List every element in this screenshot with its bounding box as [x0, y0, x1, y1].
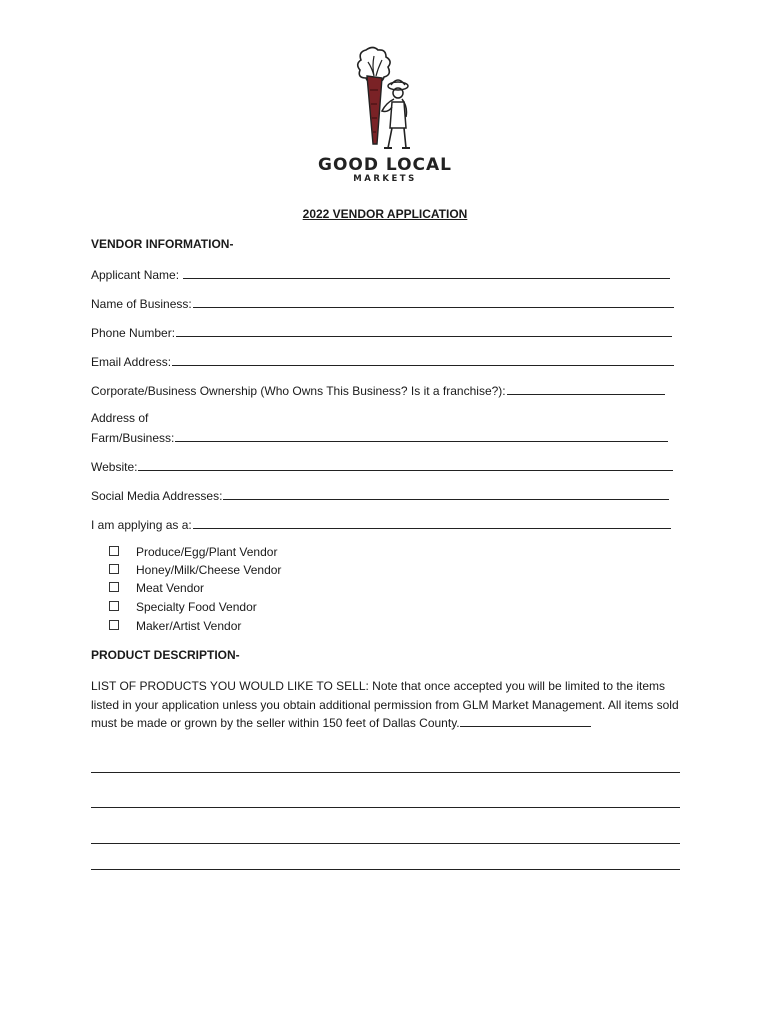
field-label: Phone Number: — [91, 326, 176, 340]
vendor-type-option[interactable] — [109, 600, 257, 614]
email-address-field — [91, 353, 674, 369]
applicant-name-input[interactable] — [183, 266, 670, 279]
field-label: Email Address: — [91, 355, 172, 369]
applicant-name-field — [91, 266, 670, 282]
email-address-input[interactable] — [172, 353, 674, 366]
social-media-input[interactable] — [223, 487, 669, 500]
vendor-type-option[interactable] — [109, 563, 281, 577]
vendor-type-option[interactable] — [109, 581, 204, 595]
field-label: Website: — [91, 460, 138, 474]
vendor-type-label: Maker/Artist Vendor — [136, 619, 242, 633]
product-description-heading: PRODUCT DESCRIPTION- — [91, 648, 240, 662]
product-list-line[interactable] — [91, 869, 680, 870]
field-label: Applicant Name: — [91, 268, 183, 282]
vendor-type-label: Meat Vendor — [136, 581, 205, 595]
products-inline-input[interactable] — [460, 714, 591, 727]
checkbox-icon[interactable] — [109, 601, 119, 611]
product-list-line[interactable] — [91, 843, 680, 844]
logo-title: GOOD LOCAL — [317, 155, 453, 175]
address-field — [91, 429, 668, 445]
vendor-type-label: Specialty Food Vendor — [136, 600, 257, 614]
phone-number-input[interactable] — [176, 324, 672, 337]
applying-as-input[interactable] — [193, 516, 671, 529]
field-label: Name of Business: — [91, 297, 192, 311]
field-label: I am applying as a: — [91, 518, 192, 532]
logo-subtitle: MARKETS — [353, 174, 417, 184]
field-label: Farm/Business: — [91, 431, 175, 445]
vendor-type-option[interactable] — [109, 619, 241, 633]
website-field — [91, 458, 673, 474]
address-input[interactable] — [175, 429, 668, 442]
vendor-information-heading: VENDOR INFORMATION- — [91, 237, 234, 251]
vendor-type-option[interactable] — [109, 545, 277, 559]
field-label: Social Media Addresses: — [91, 489, 223, 503]
document-title: 2022 VENDOR APPLICATION — [302, 207, 468, 221]
vendor-type-label: Honey/Milk/Cheese Vendor — [136, 563, 282, 577]
product-list-line[interactable] — [91, 807, 680, 808]
business-ownership-input[interactable] — [507, 382, 665, 395]
checkbox-icon[interactable] — [109, 564, 119, 574]
checkbox-icon[interactable] — [109, 546, 119, 556]
business-name-input[interactable] — [193, 295, 674, 308]
applying-as-field — [91, 516, 671, 532]
business-ownership-field — [91, 382, 665, 398]
field-label: Corporate/Business Ownership (Who Owns This Business? Is it a franchise?): — [91, 384, 506, 398]
checkbox-icon[interactable] — [109, 620, 119, 630]
vendor-type-label: Produce/Egg/Plant Vendor — [136, 545, 278, 559]
address-label-line1: Address of — [91, 411, 149, 425]
website-input[interactable] — [138, 458, 673, 471]
product-list-line[interactable] — [91, 772, 680, 773]
phone-number-field — [91, 324, 672, 340]
instructions-text: LIST OF PRODUCTS YOU WOULD LIKE TO SELL: Note that once accepted you will be limited to the items listed in your application unless you obtain additional permission from GLM Market Management. All items sold must be made or grown by the seller within 150 feet of Dallas County. — [91, 679, 679, 730]
social-media-field — [91, 487, 669, 503]
business-name-field — [91, 295, 674, 311]
checkbox-icon[interactable] — [109, 582, 119, 592]
product-instructions — [91, 677, 691, 733]
